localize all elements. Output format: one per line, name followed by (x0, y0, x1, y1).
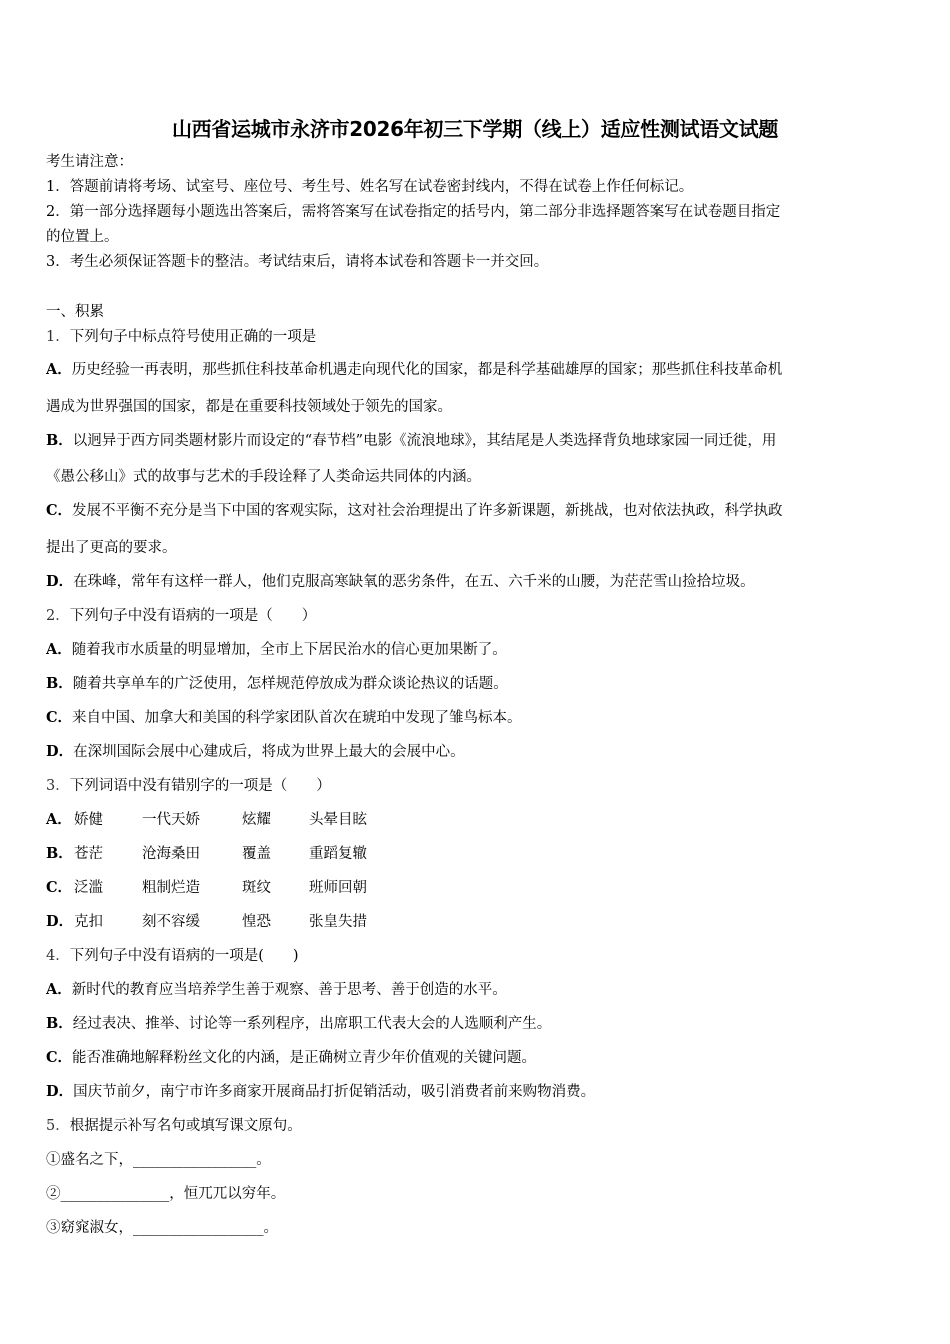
question-5-line-2: ②_______________，恒兀兀以穷年。 (46, 1186, 286, 1202)
question-3-stem (46, 777, 916, 795)
question-4-option-a: A．新时代的教育应当培养学生善于观察、善于思考、善于创造的水平。 (46, 981, 507, 998)
word-4: 重蹈复辙 (309, 846, 367, 862)
question-1-option-d: D．在珠峰，常年有这样一群人，他们克服高寒缺氧的恶劣条件，在五、六千米的山腰，为茫茫雪山捡拾垃圾。 (46, 573, 755, 590)
question-1-option-a: A．历史经验一再表明，那些抓住科技革命机遇走向现代化的国家，都是科学基础雄厚的国家；那些抓住科技革命机 (46, 361, 783, 378)
option-label: D． (46, 913, 74, 930)
word-1: 泛滥 (74, 880, 103, 896)
word-3: 惶恐 (242, 914, 271, 930)
question-1-number: 1． (46, 329, 70, 345)
question-1-option-c: C．发展不平衡不充分是当下中国的客观实际，这对社会治理提出了许多新课题，新挑战，也对依法执政，科学执政 (46, 502, 783, 519)
exam-title: 山西省运城市永济市2026年初三下学期（线上）适应性测试语文试题 (171, 117, 779, 141)
question-1-stem (46, 328, 916, 346)
question-2-option-a: A．随着我市水质量的明显增加，全市上下居民治水的信心更加果断了。 (46, 641, 507, 658)
notice-item-3: 3．考生必须保证答题卡的整洁。考试结束后，请将本试卷和答题卡一并交回。 (46, 254, 549, 270)
question-2-number: 2． (46, 608, 70, 624)
notice-item-1: 1．答题前请将考场、试室号、座位号、考生号、姓名写在试卷密封线内，不得在试卷上作任何标记。 (46, 179, 694, 195)
notice-item-2-cont: 的位置上。 (46, 229, 119, 245)
question-2-text: 下列句子中没有语病的一项是（ ） (69, 608, 317, 624)
question-3-option-d (46, 913, 916, 931)
question-1-option-b-cont: 《愚公移山》式的故事与艺术的手段诠释了人类命运共同体的内涵。 (46, 469, 481, 485)
question-4-stem (46, 947, 916, 965)
notice-item-2: 2．第一部分选择题每小题选出答案后，需将答案写在试卷指定的括号内，第二部分非选择题答案写在试卷题目指定 (46, 204, 781, 220)
question-3-number: 3． (46, 778, 70, 794)
notice-heading: 考生请注意： (46, 154, 133, 170)
question-1-option-b: B．以迥异于西方同类题材影片而设定的“春节档”电影《流浪地球》，其结尾是人类选择背负地球家园一同迁徙，用 (46, 432, 777, 449)
section-heading: 一、积累 (46, 304, 104, 320)
word-4: 张皇失措 (309, 914, 367, 930)
word-2: 一代天娇 (142, 812, 200, 828)
option-label: C． (46, 879, 73, 896)
word-1: 娇健 (74, 812, 103, 828)
word-2: 沧海桑田 (142, 846, 200, 862)
question-1-option-c-cont: 提出了更高的要求。 (46, 540, 177, 556)
word-3: 覆盖 (242, 846, 271, 862)
question-1-text: 下列句子中标点符号使用正确的一项是 (69, 329, 317, 345)
question-5-stem (46, 1117, 916, 1135)
question-4-option-b: B．经过表决、推举、讨论等一系列程序，出席职工代表大会的人选顺利产生。 (46, 1015, 552, 1032)
question-3-option-c (46, 879, 916, 897)
question-2-option-d: D．在深圳国际会展中心建成后，将成为世界上最大的会展中心。 (46, 743, 465, 760)
question-1-option-a-cont: 遇成为世界强国的国家，都是在重要科技领域处于领先的国家。 (46, 399, 452, 415)
question-4-option-c: C．能否准确地解释粉丝文化的内涵，是正确树立青少年价值观的关键问题。 (46, 1049, 537, 1066)
question-4-option-d: D．国庆节前夕，南宁市许多商家开展商品打折促销活动，吸引消费者前来购物消费。 (46, 1083, 596, 1100)
question-5-number: 5． (46, 1118, 70, 1134)
word-2: 刻不容缓 (142, 914, 200, 930)
question-2-option-b: B．随着共享单车的广泛使用，怎样规范停放成为群众谈论热议的话题。 (46, 675, 508, 692)
question-5-line-1: ①盛名之下，_________________。 (46, 1152, 271, 1168)
option-label: A． (46, 811, 72, 828)
question-2-option-c: C．来自中国、加拿大和美国的科学家团队首次在琥珀中发现了雏鸟标本。 (46, 709, 522, 726)
word-4: 班师回朝 (309, 880, 367, 896)
question-5-line-3: ③窈窕淑女，__________________。 (46, 1220, 278, 1236)
word-1: 克扣 (74, 914, 103, 930)
question-4-text: 下列句子中没有语病的一项是( ) (69, 948, 299, 964)
question-3-text: 下列词语中没有错别字的一项是（ ） (69, 778, 331, 794)
word-3: 斑纹 (242, 880, 271, 896)
question-5-text: 根据提示补写名句或填写课文原句。 (69, 1118, 302, 1134)
question-2-stem (46, 607, 916, 625)
question-4-number: 4． (46, 948, 70, 964)
word-2: 粗制烂造 (142, 880, 200, 896)
question-3-option-b (46, 845, 916, 863)
question-3-option-a (46, 811, 916, 829)
word-4: 头晕目眩 (309, 812, 367, 828)
option-label: B． (46, 845, 73, 862)
word-3: 炫耀 (242, 812, 271, 828)
word-1: 苍茫 (74, 846, 103, 862)
